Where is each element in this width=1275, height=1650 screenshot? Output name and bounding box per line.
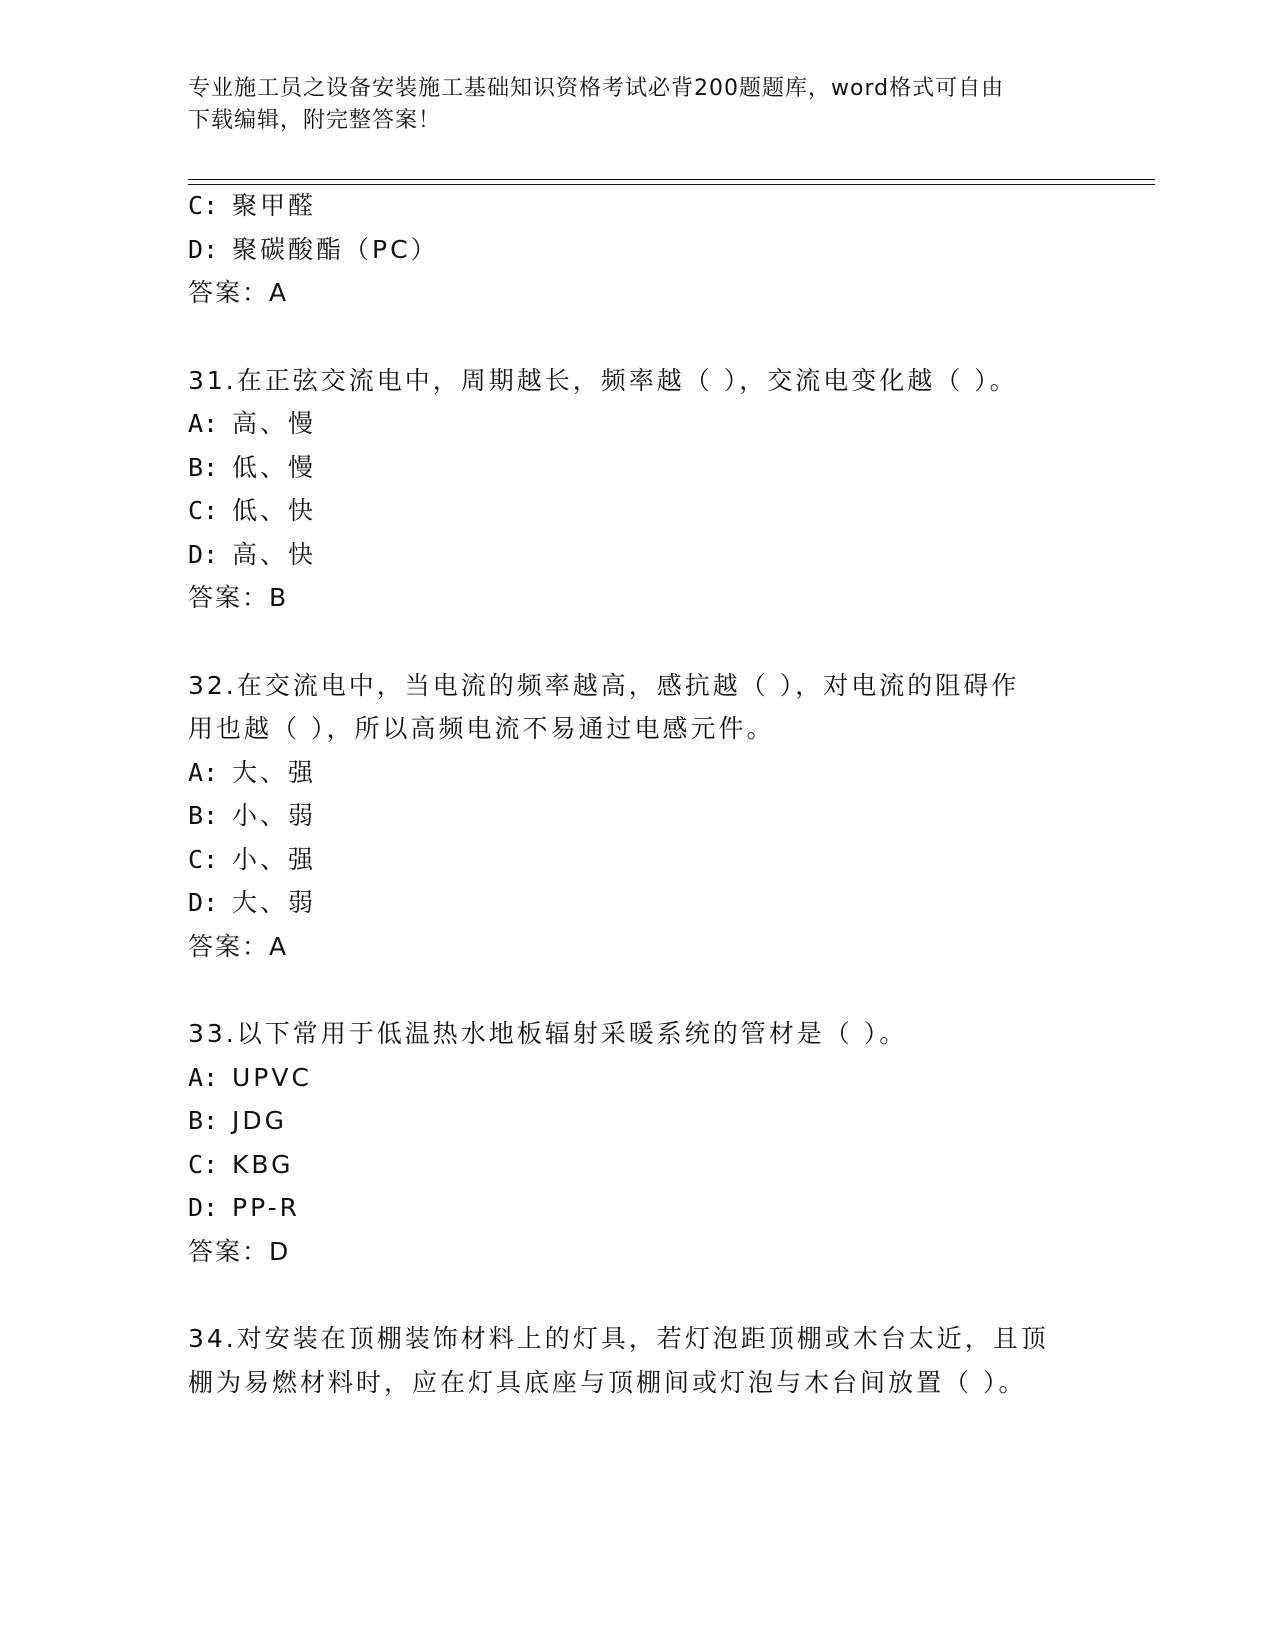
- header-line-2: 下载编辑，附完整答案！: [188, 108, 442, 133]
- option-key: A:: [188, 758, 219, 787]
- option-text: 聚甲醛: [232, 191, 317, 220]
- option-text: 大、强: [232, 758, 317, 787]
- option-text: 低、快: [232, 496, 317, 525]
- option-key: B:: [188, 1106, 219, 1135]
- option-key: D:: [188, 235, 219, 264]
- header-divider-bottom: [188, 184, 1155, 185]
- option-a: [188, 408, 316, 440]
- question-33-stem: 33.以下常用于低温热水地板辐射采暖系统的管材是（ ）。: [188, 1019, 908, 1048]
- option-c: [188, 1149, 293, 1181]
- option-key: B:: [188, 453, 219, 482]
- option-key: D:: [188, 1193, 219, 1222]
- option-b: [188, 800, 316, 832]
- option-text: 低、慢: [232, 453, 317, 482]
- option-a: [188, 757, 316, 789]
- option-key: C:: [188, 191, 219, 220]
- option-b: [188, 452, 316, 484]
- answer-line: 答案：A: [188, 932, 289, 961]
- question-31-stem: 31.在正弦交流电中，周期越长，频率越（ ），交流电变化越（ ）。: [188, 366, 1018, 395]
- header-divider-top: [188, 179, 1155, 180]
- option-key: C:: [188, 845, 219, 874]
- option-c: [188, 495, 316, 527]
- option-key: C:: [188, 496, 219, 525]
- option-b: [188, 1105, 287, 1137]
- option-text: 小、弱: [232, 801, 317, 830]
- option-a: [188, 1062, 312, 1094]
- option-d: [188, 1192, 300, 1224]
- option-c: [188, 190, 316, 222]
- header-line-1: 专业施工员之设备安装施工基础知识资格考试必背200题题库，word格式可自由: [188, 76, 1005, 101]
- option-c: [188, 844, 316, 876]
- option-key: D:: [188, 540, 219, 569]
- option-key: D:: [188, 888, 219, 917]
- answer-line: 答案：A: [188, 278, 289, 307]
- option-key: C:: [188, 1150, 219, 1179]
- option-d: [188, 539, 316, 571]
- option-key: B:: [188, 801, 219, 830]
- option-text: PP-R: [232, 1193, 300, 1222]
- question-34-stem-line-2: 棚为易燃材料时，应在灯具底座与顶棚间或灯泡与木台间放置（ ）。: [188, 1368, 1027, 1397]
- option-d: [188, 234, 439, 266]
- option-text: 大、弱: [232, 888, 317, 917]
- option-key: A:: [188, 409, 219, 438]
- option-text: 聚碳酸酯（PC）: [232, 235, 439, 264]
- option-text: JDG: [232, 1106, 287, 1135]
- option-text: 小、强: [232, 845, 317, 874]
- answer-line: 答案：D: [188, 1237, 291, 1266]
- answer-line: 答案：B: [188, 583, 289, 612]
- option-d: [188, 887, 316, 919]
- option-text: 高、慢: [232, 409, 317, 438]
- option-key: A:: [188, 1063, 219, 1092]
- document-header: [188, 73, 1088, 137]
- option-text: 高、快: [232, 540, 317, 569]
- option-text: UPVC: [232, 1063, 312, 1092]
- question-32-stem-line-2: 用也越（ ），所以高频电流不易通过电感元件。: [188, 714, 775, 743]
- question-32-stem-line-1: 32.在交流电中，当电流的频率越高，感抗越（ ），对电流的阻碍作: [188, 671, 1020, 700]
- option-text: KBG: [232, 1150, 294, 1179]
- question-34-stem-line-1: 34.对安装在顶棚装饰材料上的灯具，若灯泡距顶棚或木台太近，且顶: [188, 1324, 1049, 1353]
